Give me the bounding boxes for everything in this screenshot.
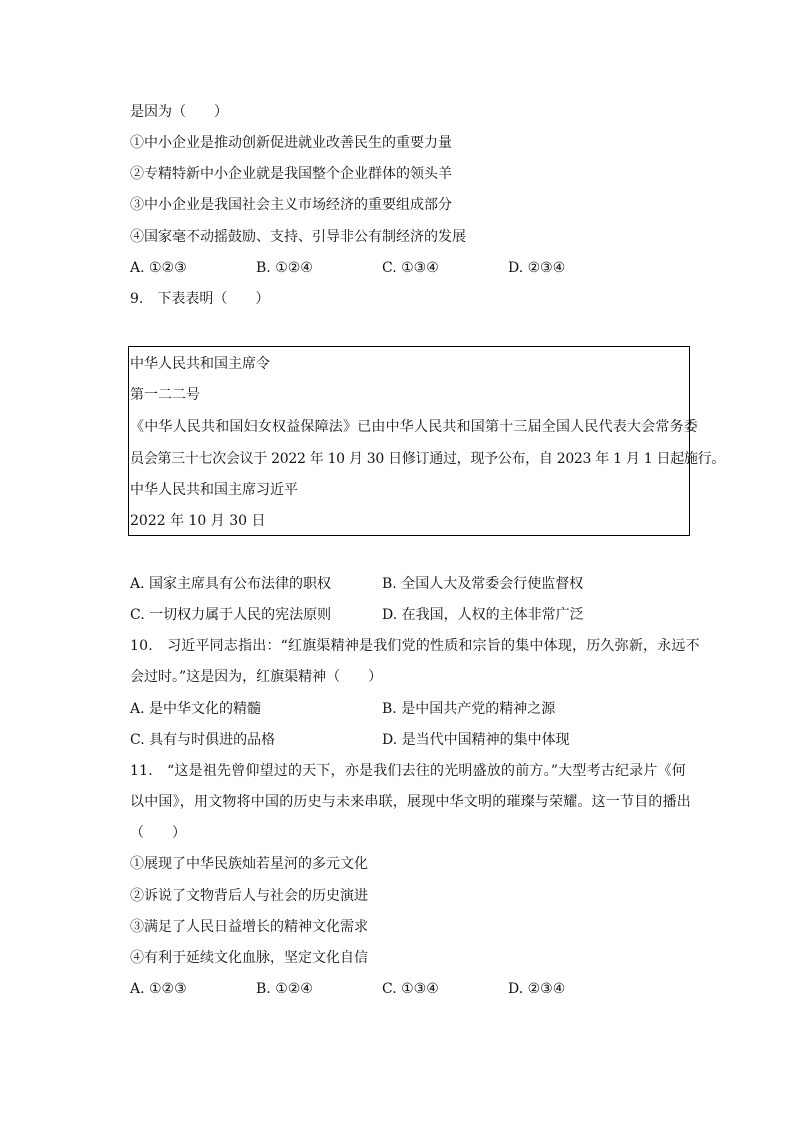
q8-option-a: A. ①②③ <box>130 260 187 276</box>
q11-item-3: ③满足了人民日益增长的精神文化需求 <box>130 919 368 935</box>
q9-box-line-5: 中华人民共和国主席习近平 <box>130 482 298 498</box>
q9-option-a: A. 国家主席具有公布法律的职权 <box>130 576 332 592</box>
q8-item-2: ②专精特新中小企业就是我国整个企业群体的领头羊 <box>130 166 452 182</box>
q11-stem-line-1: 11. “这是祖先曾仰望过的天下，亦是我们去往的光明盛放的前方。”大型考古纪录片《何 <box>130 763 686 779</box>
q11-stem-line-2: 以中国》，用文物将中国的历史与未来串联，展现中华文明的璀璨与荣耀。这一节目的播出 <box>130 794 691 810</box>
q11-item-2: ②诉说了文物背后人与社会的历史演进 <box>130 888 368 904</box>
q11-item-1: ①展现了中华民族灿若星河的多元文化 <box>130 856 368 872</box>
q9-box-line-6: 2022 年 10 月 30 日 <box>130 513 266 529</box>
q11-stem-line-3: （ ） <box>130 825 186 841</box>
q11-item-4: ④有利于延续文化血脉，坚定文化自信 <box>130 950 368 966</box>
q8-item-1: ①中小企业是推动创新促进就业改善民生的重要力量 <box>130 135 452 151</box>
q9-box-line-3: 《中华人民共和国妇女权益保障法》已由中华人民共和国第十三届全国人民代表大会常务委 <box>130 419 698 435</box>
q10-option-d: D. 是当代中国精神的集中体现 <box>382 732 570 748</box>
q8-item-4: ④国家毫不动摇鼓励、支持、引导非公有制经济的发展 <box>130 229 466 245</box>
q9-option-c: C. 一切权力属于人民的宪法原则 <box>130 607 332 623</box>
q9-stem: 9. 下表表明（ ） <box>130 291 270 307</box>
q9-option-d: D. 在我国，人权的主体非常广泛 <box>382 607 584 623</box>
q8-stem-end: 是因为（ ） <box>130 104 228 120</box>
q8-item-3: ③中小企业是我国社会主义市场经济的重要组成部分 <box>130 197 452 213</box>
q11-option-d: D. ②③④ <box>508 981 566 997</box>
q9-decree-box <box>128 346 726 536</box>
q9-option-b: B. 全国人大及常委会行使监督权 <box>382 576 584 592</box>
q9-box-line-4: 员会第三十七次会议于 2022 年 10 月 30 日修订通过，现予公布，自 2023 年 1 月 1 日起施行。 <box>130 451 726 467</box>
q10-stem-line-1: 10. 习近平同志指出：“红旗渠精神是我们党的性质和宗旨的集中体现，历久弥新，永远不 <box>130 638 700 654</box>
q10-option-c: C. 具有与时俱进的品格 <box>130 732 276 748</box>
q8-option-b: B. ①②④ <box>256 260 313 276</box>
q9-box-line-2: 第一二二号 <box>130 387 200 403</box>
q11-option-b: B. ①②④ <box>256 981 313 997</box>
q8-option-d: D. ②③④ <box>508 260 566 276</box>
q11-option-c: C. ①③④ <box>382 981 439 997</box>
q10-option-b: B. 是中国共产党的精神之源 <box>382 701 556 717</box>
q8-option-c: C. ①③④ <box>382 260 439 276</box>
q9-box-line-1: 中华人民共和国主席令 <box>130 356 270 372</box>
q10-stem-line-2: 会过时。”这是因为，红旗渠精神（ ） <box>130 669 383 685</box>
q11-option-a: A. ①②③ <box>130 981 187 997</box>
q10-option-a: A. 是中华文化的精髓 <box>130 701 262 717</box>
